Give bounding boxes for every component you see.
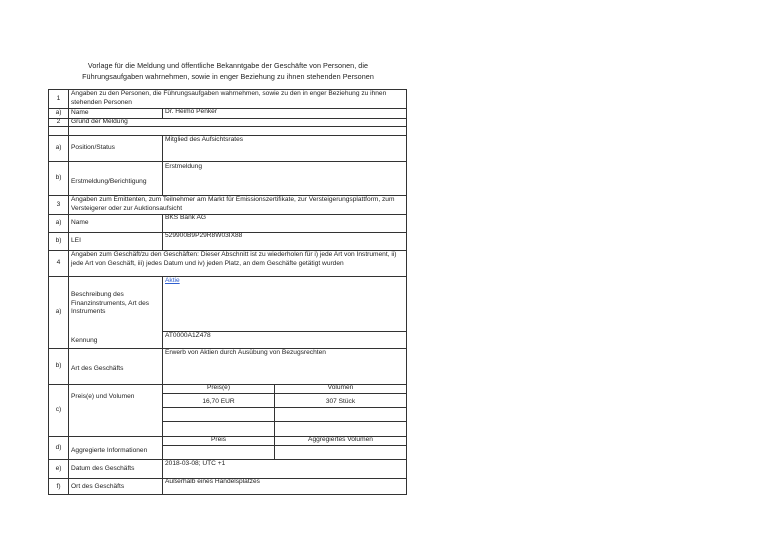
section-1-header: Angaben zu den Personen, die Führungsaufgaben wahrnehmen, sowie zu den in enger Beziehung zu ihnen stehenden Personen bbox=[71, 90, 387, 106]
document-title bbox=[48, 61, 408, 82]
section-4-header: Angaben zum Geschäft/zu den Geschäften: Dieser Abschnitt ist zu wiederholen für i) jede Art von Instrument, ii) jede Art von Geschäft, iii) jedes Datum und iv) jeden Platz, an dem Geschäfte getätigt wurden bbox=[71, 251, 397, 267]
section-4e-label: Datum des Geschäfts bbox=[71, 464, 135, 472]
initial-notification-value: Erstmeldung bbox=[165, 163, 203, 170]
section-4f-letter: f) bbox=[56, 482, 61, 490]
section-3-header: Angaben zum Emittenten, zum Teilnehmer am Markt für Emissionszertifikate, zur Versteigerungsplattform, zum Versteigerer oder zur Auktionsaufsicht bbox=[71, 196, 395, 212]
transaction-place-value: Außerhalb eines Handelsplatzes bbox=[165, 478, 260, 485]
lei-value: 529900B9P29R8W03IX88 bbox=[165, 232, 243, 239]
isin-value: AT0000A1Z478 bbox=[165, 332, 211, 339]
holder-name-value: Dr. Heimo Penker bbox=[165, 108, 218, 115]
issuer-name-value: BKS Bank AG bbox=[165, 214, 207, 221]
section-2b-label: Erstmeldung/Berichtigung bbox=[71, 178, 147, 186]
section-4c-letter: c) bbox=[55, 406, 62, 414]
section-3a-label: Name bbox=[71, 219, 89, 227]
section-1a-letter: a) bbox=[55, 109, 62, 117]
section-3b-label: LEI bbox=[71, 237, 81, 245]
aggregated-volume-header: Aggregiertes Volumen bbox=[308, 436, 373, 443]
section-1a-label: Name bbox=[71, 109, 89, 117]
section-2a-letter: a) bbox=[55, 144, 62, 152]
price-column-header: Preis(e) bbox=[206, 384, 231, 391]
volume-column-header: Volumen bbox=[327, 384, 354, 391]
section-4c-label: Preis(e) und Volumen bbox=[71, 393, 135, 401]
section-3a-letter: a) bbox=[55, 219, 62, 227]
identifier-label: Kennung bbox=[71, 337, 98, 345]
volume-value: 307 Stück bbox=[325, 398, 356, 405]
title-line-1: Vorlage für die Meldung und öffentliche Bekanntgabe der Geschäfte von Personen, die bbox=[87, 61, 369, 70]
section-4-number: 4 bbox=[56, 259, 61, 267]
instrument-type-link[interactable]: Aktie bbox=[165, 277, 180, 284]
section-2a-label: Position/Status bbox=[71, 144, 115, 152]
section-4d-letter: d) bbox=[55, 443, 62, 451]
section-4b-letter: b) bbox=[55, 362, 62, 370]
aggregated-price-header: Preis bbox=[210, 436, 227, 443]
section-3b-letter: b) bbox=[55, 237, 62, 245]
title-line-2: Führungsaufgaben wahrnehmen, sowie in enger Beziehung zu ihnen stehenden Personen bbox=[82, 71, 374, 81]
section-2b-letter: b) bbox=[55, 174, 62, 182]
section-4d-label: Aggregierte Informationen bbox=[71, 446, 148, 454]
section-4f-label: Ort des Geschäfts bbox=[71, 482, 125, 490]
section-4a-letter: a) bbox=[55, 308, 62, 316]
section-3-number: 3 bbox=[56, 200, 61, 208]
transaction-date-value: 2018-03-08; UTC +1 bbox=[165, 460, 226, 467]
section-4a-label: Beschreibung des Finanzinstruments, Art des Instruments bbox=[71, 291, 150, 316]
section-4b-label: Art des Geschäfts bbox=[71, 365, 124, 373]
position-status-value: Mitglied des Aufsichtsrates bbox=[165, 136, 244, 143]
notification-table bbox=[48, 89, 407, 495]
section-1-number: 1 bbox=[56, 94, 61, 102]
section-4e-letter: e) bbox=[55, 464, 62, 472]
transaction-nature-value: Erwerb von Aktien durch Ausübung von Bezugsrechten bbox=[165, 349, 326, 356]
section-2-header: Grund der Meldung bbox=[71, 119, 128, 126]
section-2-number: 2 bbox=[56, 119, 61, 126]
price-value: 16,70 EUR bbox=[202, 398, 235, 405]
